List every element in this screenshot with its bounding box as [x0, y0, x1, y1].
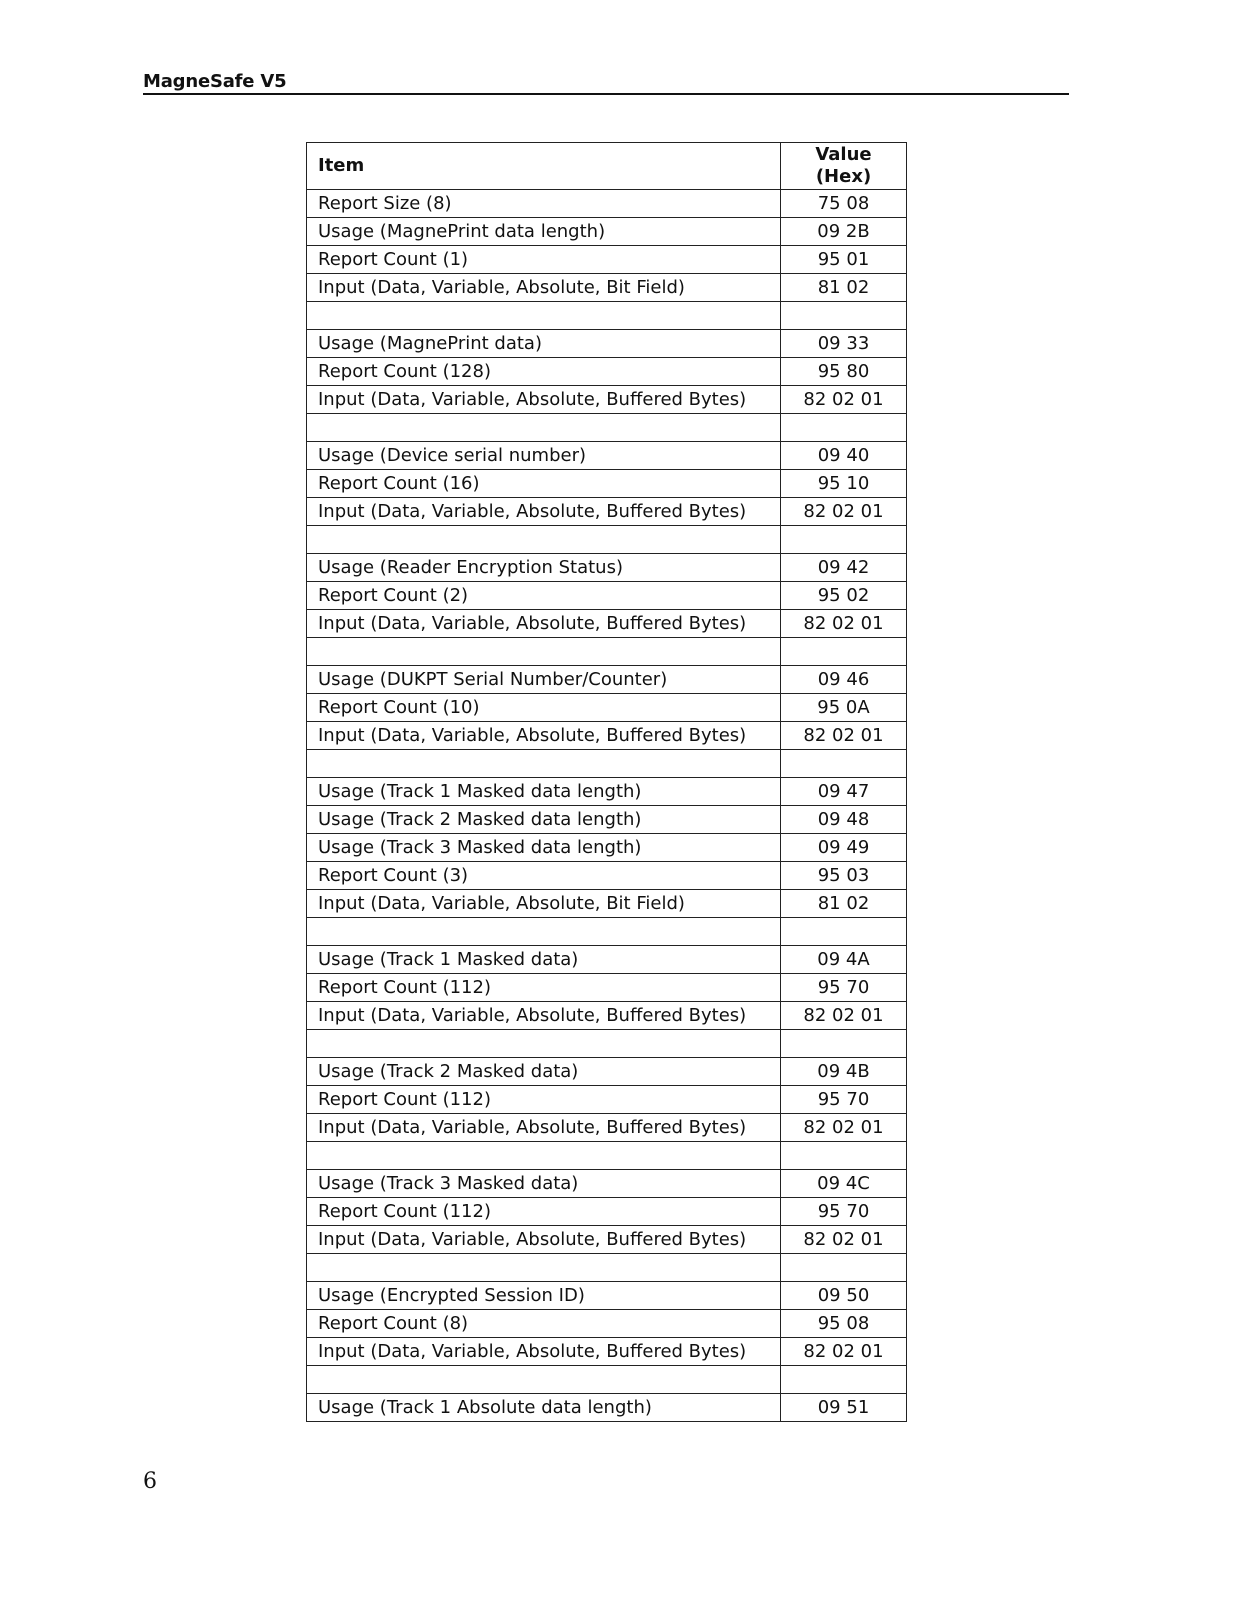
table-row — [307, 1086, 907, 1114]
table-spacer-row — [307, 414, 907, 442]
table-row — [307, 1226, 907, 1254]
table-spacer-row — [307, 1366, 907, 1394]
item-cell — [307, 302, 781, 330]
hex-value-cell: 95 01 — [781, 246, 907, 274]
page-header — [143, 70, 1069, 95]
item-cell: Input (Data, Variable, Absolute, Bit Field) — [307, 890, 781, 918]
item-cell: Input (Data, Variable, Absolute, Buffered Bytes) — [307, 610, 781, 638]
table-row — [307, 1282, 907, 1310]
table-row — [307, 1114, 907, 1142]
item-cell — [307, 526, 781, 554]
table-row — [307, 862, 907, 890]
hex-value-cell: 09 40 — [781, 442, 907, 470]
hex-value-cell: 09 46 — [781, 666, 907, 694]
item-cell — [307, 1142, 781, 1170]
table-spacer-row — [307, 1142, 907, 1170]
item-cell: Report Count (112) — [307, 974, 781, 1002]
hex-value-cell: 95 08 — [781, 1310, 907, 1338]
item-cell: Report Count (3) — [307, 862, 781, 890]
item-cell — [307, 918, 781, 946]
table-row — [307, 190, 907, 218]
item-cell: Usage (MagnePrint data) — [307, 330, 781, 358]
table-row — [307, 442, 907, 470]
hex-value-cell: 09 33 — [781, 330, 907, 358]
hex-value-cell: 82 02 01 — [781, 1338, 907, 1366]
item-cell: Usage (DUKPT Serial Number/Counter) — [307, 666, 781, 694]
table-spacer-row — [307, 526, 907, 554]
hex-value-cell: 82 02 01 — [781, 1114, 907, 1142]
item-cell: Usage (Track 1 Masked data length) — [307, 778, 781, 806]
hid-report-descriptor-table — [306, 142, 907, 1422]
item-cell: Usage (Track 2 Masked data) — [307, 1058, 781, 1086]
hex-value-cell: 82 02 01 — [781, 722, 907, 750]
table-spacer-row — [307, 302, 907, 330]
item-cell: Usage (Reader Encryption Status) — [307, 554, 781, 582]
hex-value-cell — [781, 750, 907, 778]
hex-value-cell: 82 02 01 — [781, 610, 907, 638]
table-spacer-row — [307, 638, 907, 666]
hex-value-cell — [781, 918, 907, 946]
item-cell: Report Size (8) — [307, 190, 781, 218]
table-row — [307, 386, 907, 414]
item-cell — [307, 414, 781, 442]
item-cell: Report Count (16) — [307, 470, 781, 498]
table-row — [307, 358, 907, 386]
item-cell: Usage (Track 3 Masked data length) — [307, 834, 781, 862]
hex-value-cell — [781, 638, 907, 666]
column-header-value: Value (Hex) — [781, 143, 907, 190]
table-row — [307, 1058, 907, 1086]
hex-value-cell: 09 4C — [781, 1170, 907, 1198]
table-row — [307, 498, 907, 526]
item-cell: Usage (Encrypted Session ID) — [307, 1282, 781, 1310]
table-row — [307, 890, 907, 918]
item-cell — [307, 750, 781, 778]
item-cell: Report Count (1) — [307, 246, 781, 274]
item-cell: Report Count (8) — [307, 1310, 781, 1338]
item-cell: Input (Data, Variable, Absolute, Buffered Bytes) — [307, 1002, 781, 1030]
item-cell: Input (Data, Variable, Absolute, Bit Field) — [307, 274, 781, 302]
hex-value-cell: 09 47 — [781, 778, 907, 806]
table-row — [307, 554, 907, 582]
item-cell: Report Count (10) — [307, 694, 781, 722]
hex-value-cell: 95 70 — [781, 1086, 907, 1114]
hex-value-cell: 75 08 — [781, 190, 907, 218]
hex-value-cell — [781, 526, 907, 554]
table-row — [307, 246, 907, 274]
hex-value-cell: 95 0A — [781, 694, 907, 722]
hex-value-cell: 82 02 01 — [781, 1002, 907, 1030]
table-row — [307, 778, 907, 806]
hex-value-cell: 81 02 — [781, 274, 907, 302]
hex-value-cell: 82 02 01 — [781, 386, 907, 414]
table-row — [307, 974, 907, 1002]
table-header-row — [307, 143, 907, 190]
item-cell: Input (Data, Variable, Absolute, Buffered Bytes) — [307, 1338, 781, 1366]
table-row — [307, 694, 907, 722]
item-cell — [307, 638, 781, 666]
hex-value-cell: 82 02 01 — [781, 498, 907, 526]
table-spacer-row — [307, 1030, 907, 1058]
hex-value-cell: 09 4B — [781, 1058, 907, 1086]
document-title: MagneSafe V5 — [143, 71, 287, 92]
hex-value-cell: 95 10 — [781, 470, 907, 498]
item-cell: Input (Data, Variable, Absolute, Buffered Bytes) — [307, 1226, 781, 1254]
item-cell — [307, 1366, 781, 1394]
item-cell: Usage (Track 1 Absolute data length) — [307, 1394, 781, 1422]
table-spacer-row — [307, 918, 907, 946]
table-row — [307, 722, 907, 750]
table-row — [307, 1394, 907, 1422]
table-row — [307, 1170, 907, 1198]
hex-value-cell — [781, 1030, 907, 1058]
item-cell: Usage (Device serial number) — [307, 442, 781, 470]
table-row — [307, 946, 907, 974]
column-header-item: Item — [307, 143, 781, 190]
table-row — [307, 582, 907, 610]
table-row — [307, 1002, 907, 1030]
page-number: 6 — [143, 1469, 157, 1494]
item-cell: Input (Data, Variable, Absolute, Buffered Bytes) — [307, 498, 781, 526]
table-row — [307, 274, 907, 302]
table-spacer-row — [307, 750, 907, 778]
table-row — [307, 834, 907, 862]
table-row — [307, 610, 907, 638]
table-row — [307, 666, 907, 694]
hex-value-cell: 95 02 — [781, 582, 907, 610]
hex-value-cell — [781, 1254, 907, 1282]
hex-value-cell: 95 70 — [781, 974, 907, 1002]
table-body — [307, 190, 907, 1422]
hex-value-cell: 09 50 — [781, 1282, 907, 1310]
item-cell: Input (Data, Variable, Absolute, Buffered Bytes) — [307, 722, 781, 750]
table-row — [307, 470, 907, 498]
table-row — [307, 1338, 907, 1366]
hex-value-cell — [781, 414, 907, 442]
hex-value-cell — [781, 1366, 907, 1394]
item-cell: Input (Data, Variable, Absolute, Buffered Bytes) — [307, 386, 781, 414]
table-row — [307, 330, 907, 358]
table-row — [307, 806, 907, 834]
item-cell: Report Count (112) — [307, 1198, 781, 1226]
item-cell: Usage (MagnePrint data length) — [307, 218, 781, 246]
table-row — [307, 1198, 907, 1226]
hex-value-cell: 09 42 — [781, 554, 907, 582]
hex-value-cell: 82 02 01 — [781, 1226, 907, 1254]
hex-value-cell: 95 03 — [781, 862, 907, 890]
hex-value-cell: 81 02 — [781, 890, 907, 918]
item-cell: Usage (Track 2 Masked data length) — [307, 806, 781, 834]
hex-value-cell: 95 70 — [781, 1198, 907, 1226]
item-cell: Report Count (112) — [307, 1086, 781, 1114]
table-row — [307, 1310, 907, 1338]
table-row — [307, 218, 907, 246]
hex-value-cell: 09 48 — [781, 806, 907, 834]
item-cell — [307, 1254, 781, 1282]
table-spacer-row — [307, 1254, 907, 1282]
item-cell — [307, 1030, 781, 1058]
hex-value-cell: 09 2B — [781, 218, 907, 246]
item-cell: Input (Data, Variable, Absolute, Buffered Bytes) — [307, 1114, 781, 1142]
hex-value-cell — [781, 302, 907, 330]
hex-value-cell — [781, 1142, 907, 1170]
item-cell: Report Count (2) — [307, 582, 781, 610]
item-cell: Usage (Track 1 Masked data) — [307, 946, 781, 974]
hex-value-cell: 09 4A — [781, 946, 907, 974]
item-cell: Usage (Track 3 Masked data) — [307, 1170, 781, 1198]
hex-value-cell: 09 49 — [781, 834, 907, 862]
hex-value-cell: 95 80 — [781, 358, 907, 386]
item-cell: Report Count (128) — [307, 358, 781, 386]
hex-value-cell: 09 51 — [781, 1394, 907, 1422]
